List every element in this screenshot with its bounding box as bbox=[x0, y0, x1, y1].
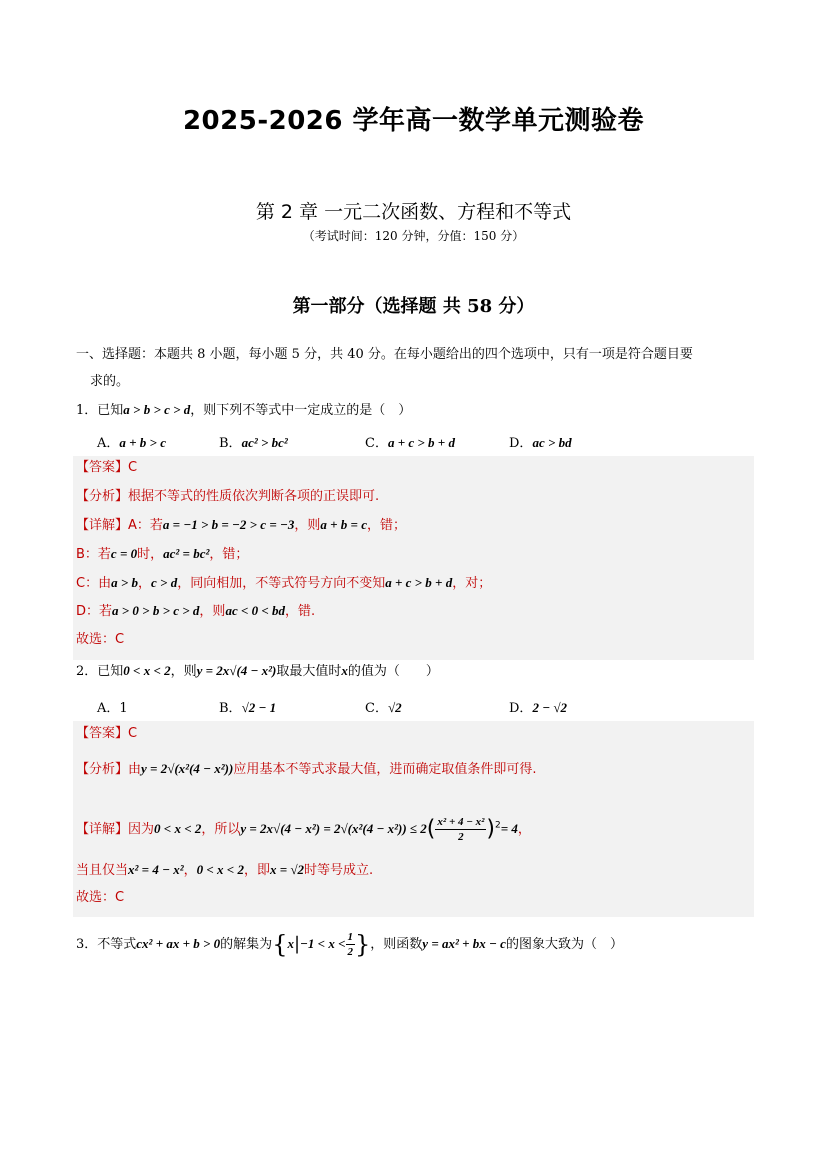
q2-detail: 【详解】因为0 < x < 2，所以y = 2x√(4 − x²) = 2√(x²(4 − x²)) ≤ 2( $\frac{\text{x² + 4 − x²}}{2}$ )$^2$= 4， bbox=[76, 816, 531, 843]
q1-detail-b: B：若c = 0时，ac² = bc²，错； bbox=[76, 546, 249, 562]
q2-option-d: D．2 − √2 bbox=[509, 700, 567, 716]
question-3-stem: 3．不等式cx² + ax + b > 0的解集为{x|−1 < x < $\frac{1}{2}$ }，则函数y = ax² + bx − c的图象大致为（ ） bbox=[76, 930, 623, 959]
section-intro-line1: 一、选择题：本题共 8 小题，每小题 5 分，共 40 分。在每小题给出的四个选项中，只有一项是符合题目要 bbox=[76, 347, 693, 362]
chapter-heading: 第 2 章 一元二次函数、方程和不等式 bbox=[255, 201, 572, 223]
q1-option-c: C．a + c > b + d bbox=[365, 435, 455, 451]
q1-option-d: D．ac > bd bbox=[509, 435, 572, 451]
part-heading: 第一部分（选择题 共 58 分） bbox=[292, 296, 535, 317]
q1-detail-a: 【详解】A：若a = −1 > b = −2 > c = −3，则a + b = c，错； bbox=[76, 517, 406, 533]
q1-option-a: A．a + b > c bbox=[97, 435, 166, 451]
q2-answer: 【答案】C bbox=[76, 726, 138, 741]
q1-analysis: 【分析】根据不等式的性质依次判断各项的正误即可. bbox=[76, 489, 380, 504]
q1-condition: a > b > c > d bbox=[123, 402, 191, 417]
q2-option-c: C．√2 bbox=[365, 700, 402, 716]
q2-analysis: 【分析】由y = 2√(x²(4 − x²))应用基本不等式求最大值，进而确定取值条件即可得. bbox=[76, 761, 537, 777]
q2-option-b: B．√2 − 1 bbox=[219, 700, 277, 716]
q1-choose: 故选：C bbox=[76, 632, 125, 647]
q1-detail-c: C：由a > b，c > d，同向相加，不等式符号方向不变知a + c > b + d，对； bbox=[76, 575, 492, 591]
q1-answer: 【答案】C bbox=[76, 460, 138, 475]
q2-choose: 故选：C bbox=[76, 890, 125, 905]
section-intro-line2: 求的。 bbox=[90, 374, 130, 389]
page-title: 2025-2026 学年高一数学单元测验卷 bbox=[182, 106, 645, 136]
question-2-stem: 2．已知0 < x < 2，则y = 2x√(4 − x²)取最大值时x的值为（ ） bbox=[76, 663, 439, 679]
q2-option-a: A．1 bbox=[97, 701, 128, 716]
q1-detail-d: D：若a > 0 > b > c > d，则ac < 0 < bd，错. bbox=[76, 603, 316, 619]
q1-option-b: B．ac² > bc² bbox=[219, 435, 288, 451]
q2-equality: 当且仅当x² = 4 − x²，0 < x < 2，即x = √2时等号成立. bbox=[76, 862, 374, 878]
question-1-stem: 1．已知a > b > c > d，则下列不等式中一定成立的是（ ） bbox=[76, 402, 412, 418]
exam-info: （考试时间：120 分钟，分值：150 分） bbox=[302, 229, 525, 243]
